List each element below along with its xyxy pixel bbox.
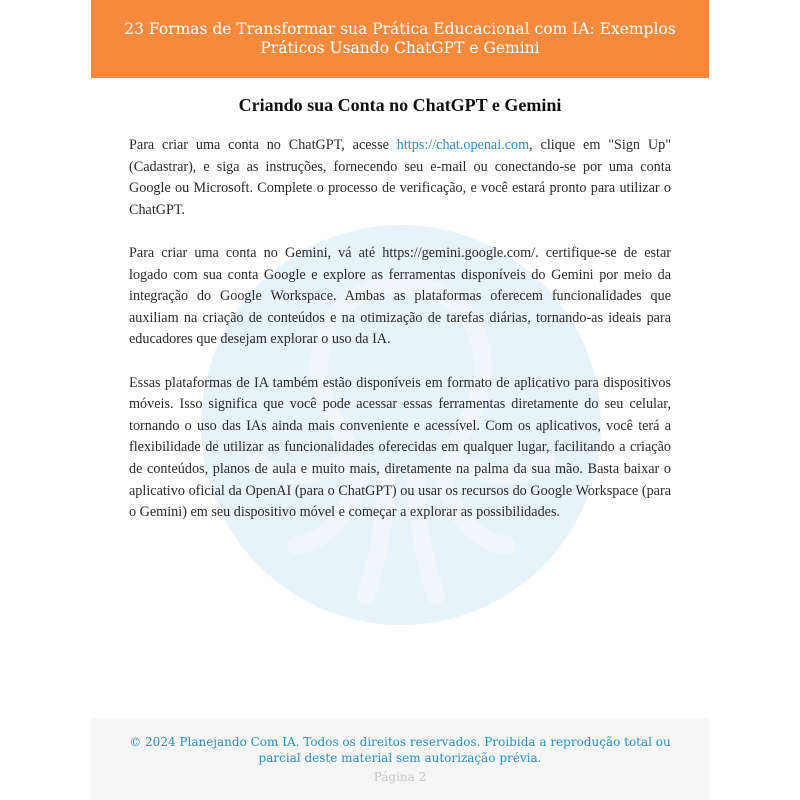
copyright-notice: © 2024 Planejando Com IA. Todos os direitos reservados. Proibida a reprodução total ou parcial deste material sem autorização prévia. (129, 735, 671, 765)
page-header (91, 0, 709, 78)
section-body (129, 135, 671, 545)
document-page (91, 0, 709, 800)
paragraph-1 (129, 135, 671, 221)
header-title: 23 Formas de Transformar sua Prática Educacional com IA: Exemplos Práticos Usando ChatGPT e Gemini (124, 20, 676, 57)
paragraph-1-start: Para criar uma conta no ChatGPT, acesse (129, 137, 397, 153)
paragraph-1-end: , clique em "Sign Up" (Cadastrar), e siga as instruções, fornecendo seu e-mail ou conectando-se por uma conta Google ou Microsoft. Complete o processo de verificação, e você estará pronto para utilizar o ChatGPT. (129, 137, 671, 218)
paragraph-2: Para criar uma conta no Gemini, vá até https://gemini.google.com/. certifique-se de estar logado com sua conta Google e explore as ferramentas disponíveis do Gemini por meio da integração do Google Workspace. Ambas as plataformas oferecem funcionalidades que auxiliam na criação de conteúdos e na otimização de tarefas diárias, tornando-as ideais para educadores que desejam explorar o uso da IA. (129, 244, 671, 348)
page-number: Página 2 (373, 770, 427, 784)
paragraph-3: Essas plataformas de IA também estão disponíveis em formato de aplicativo para dispositivos móveis. Isso significa que você pode acessar essas ferramentas diretamente do seu celular, tornando o uso das IAs ainda mais conveniente e acessível. Com os aplicativos, você terá a flexibilidade de utilizar as funcionalidades oferecidas em qualquer lugar, facilitando a criação de conteúdos, planos de aula e muito mais, diretamente na palma da sua mão. Basta baixar o aplicativo oficial da OpenAI (para o ChatGPT) ou usar os recursos do Google Workspace (para o Gemini) em seu dispositivo móvel e começar a explorar as possibilidades. (129, 374, 671, 521)
page-footer (91, 718, 709, 800)
chatgpt-link[interactable]: https://chat.openai.com (396, 137, 530, 153)
section-title: Criando sua Conta no ChatGPT e Gemini (238, 95, 562, 115)
